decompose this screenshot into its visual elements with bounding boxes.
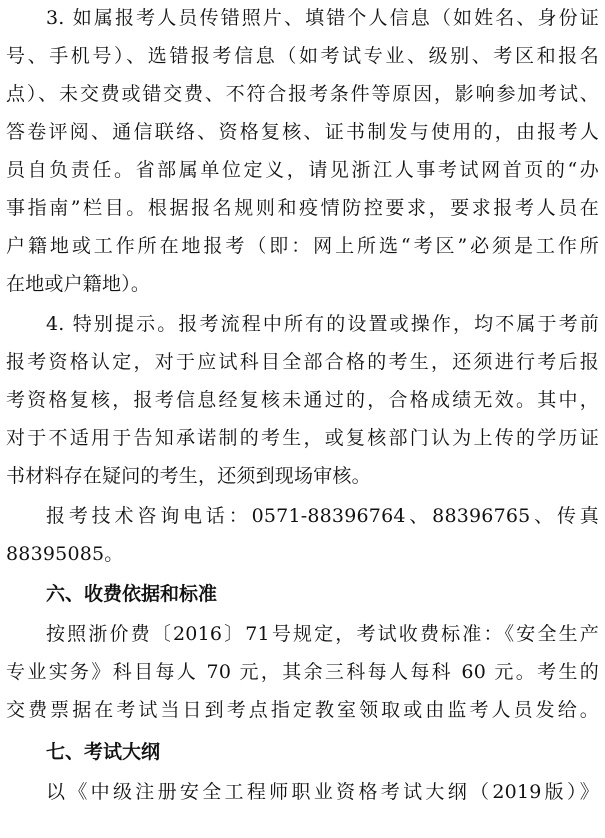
section-6-heading: 六、收费依据和标准	[46, 583, 218, 605]
paragraph-3-line-3: 点）、未交费或错交费、不符合报考条件等原因，影响参加考试、	[6, 83, 599, 105]
paragraph-3-line-5: 员自负责任。省部属单位定义，请见浙江人事考试网首页的“办	[6, 159, 599, 181]
paragraph-3-line-8: 在地或户籍地）。	[6, 273, 151, 295]
paragraph-4-line-2: 报考资格认定，对于应试科目全部合格的考生，还须进行考后报	[6, 351, 599, 373]
section-6-line-2: 专业实务》科目每人 70 元，其余三科每人每科 60 元。考生的	[6, 661, 599, 683]
consult-phone-line-1: 报考技术咨询电话：0571-88396764、88396765、传真	[46, 505, 599, 527]
paragraph-4-line-1: 4. 特别提示。报考流程中所有的设置或操作，均不属于考前	[46, 313, 599, 335]
paragraph-3-line-1: 3. 如属报考人员传错照片、填错个人信息（如姓名、身份证	[46, 7, 599, 29]
section-6-line-3: 交费票据在考试当日到考点指定教室领取或由监考人员发给。	[6, 699, 599, 721]
consult-phone-line-2: 88395085。	[6, 543, 124, 565]
paragraph-4-line-3: 考资格复核，报考信息经复核未通过的，合格成绩无效。其中，	[6, 389, 599, 411]
section-7-heading: 七、考试大纲	[46, 741, 161, 763]
section-6-line-1: 按照浙价费〔2016〕71号规定，考试收费标准：《安全生产	[46, 623, 599, 645]
paragraph-3-line-2: 号、手机号）、选错报考信息（如考试专业、级别、考区和报名	[6, 45, 599, 67]
section-7-line-1: 以《中级注册安全工程师职业资格考试大纲（2019版）》	[46, 781, 599, 803]
paragraph-4-line-4: 对于不适用于告知承诺制的考生，或复核部门认为上传的学历证	[6, 427, 599, 449]
paragraph-3-line-6: 事指南”栏目。根据报名规则和疫情防控要求，要求报考人员在	[6, 197, 599, 219]
paragraph-3-line-7: 户籍地或工作所在地报考（即：网上所选“考区”必须是工作所	[6, 235, 599, 257]
paragraph-3-line-4: 答卷评阅、通信联络、资格复核、证书制发与使用的，由报考人	[6, 121, 599, 143]
paragraph-4-line-5: 书材料存在疑问的考生，还须到现场审核。	[6, 465, 371, 487]
